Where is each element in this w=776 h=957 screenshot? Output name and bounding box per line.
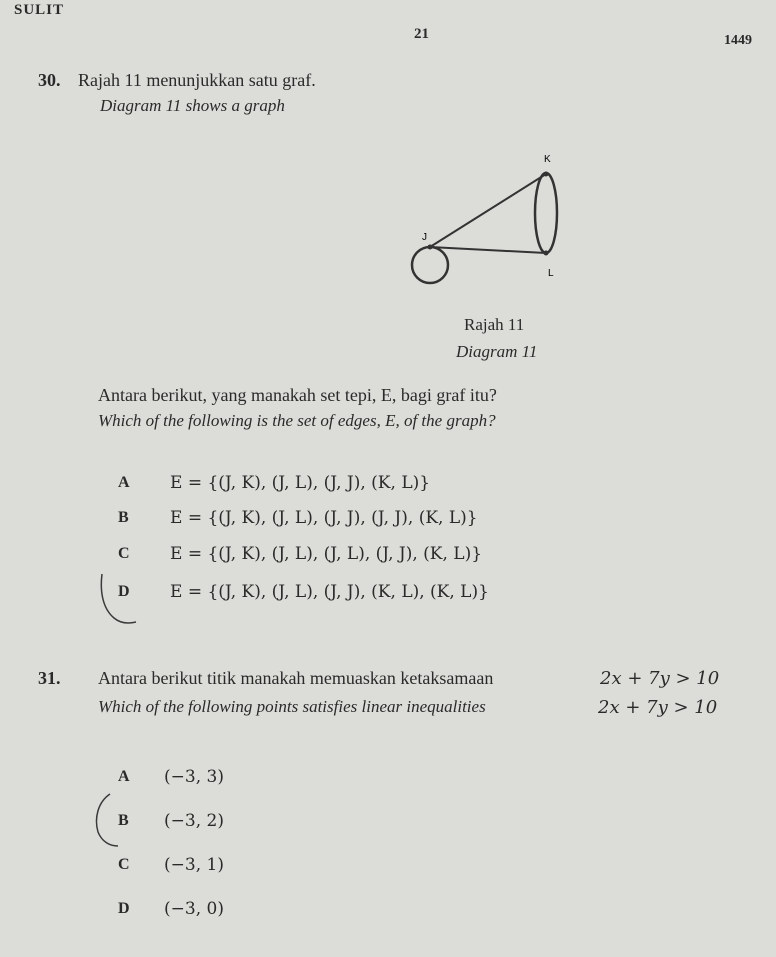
- edge-j-l: [430, 247, 546, 253]
- q30-option-b-letter[interactable]: B: [118, 509, 129, 526]
- vertex-label-k: K: [544, 154, 551, 165]
- q30-option-c-letter[interactable]: C: [118, 545, 130, 562]
- graph-diagram: [400, 140, 580, 300]
- q31-text-en: Which of the following points satisfies linear inequalities: [98, 697, 486, 716]
- page-number: 21: [414, 26, 429, 42]
- q31-option-a-text[interactable]: (−3, 3): [164, 767, 224, 787]
- diagram-caption-ms: Rajah 11: [464, 315, 525, 334]
- edge-k-l-loop: [535, 173, 557, 253]
- q31-inequality-en: 2x + 7y > 10: [598, 697, 718, 718]
- q31-option-d-text[interactable]: (−3, 0): [164, 899, 224, 919]
- q31-number: 31.: [38, 668, 61, 688]
- edge-j-j-loop: [412, 247, 448, 283]
- q31-inequality-ms: 2x + 7y > 10: [600, 668, 720, 689]
- q30-text-ms: Rajah 11 menunjukkan satu graf.: [78, 70, 316, 90]
- edge-j-k: [430, 174, 546, 247]
- vertex-k: [544, 172, 549, 177]
- diagram-caption-en: Diagram 11: [456, 342, 538, 361]
- q30-option-d-text[interactable]: E = {(J, K), (J, L), (J, J), (K, L), (K, L)}: [170, 582, 489, 602]
- q31-text-ms: Antara berikut titik manakah memuaskan ketaksamaan: [98, 668, 494, 688]
- q30-number: 30.: [38, 70, 61, 90]
- q31-option-c-letter[interactable]: C: [118, 856, 130, 873]
- vertex-j: [428, 245, 433, 250]
- q31-option-c-text[interactable]: (−3, 1): [164, 855, 224, 875]
- header-confidential: SULIT: [14, 2, 65, 18]
- vertex-label-j: J: [422, 232, 427, 243]
- answer-mark: [98, 568, 158, 628]
- q30-question-ms: Antara berikut, yang manakah set tepi, E, bagi graf itu?: [98, 385, 497, 405]
- q30-option-c-text[interactable]: E = {(J, K), (J, L), (J, L), (J, J), (K, L)}: [170, 544, 483, 564]
- q31-option-d-letter[interactable]: D: [118, 900, 130, 917]
- vertex-label-l: L: [548, 268, 554, 279]
- q30-question-en: Which of the following is the set of edges, E, of the graph?: [98, 411, 496, 430]
- vertex-l: [544, 251, 549, 256]
- q30-option-b-text[interactable]: E = {(J, K), (J, L), (J, J), (J, J), (K, L)}: [170, 508, 478, 528]
- q30-text-en: Diagram 11 shows a graph: [100, 96, 285, 115]
- q30-option-a-letter[interactable]: A: [118, 474, 130, 491]
- q30-option-a-text[interactable]: E = {(J, K), (J, L), (J, J), (K, L)}: [170, 473, 431, 493]
- q31-option-a-letter[interactable]: A: [118, 768, 130, 785]
- paper-code: 1449: [724, 33, 752, 48]
- q31-option-b-text[interactable]: (−3, 2): [164, 811, 224, 831]
- answer-mark-q31: [90, 790, 150, 850]
- q31-option-b-letter[interactable]: B: [118, 812, 129, 829]
- q30-option-d-letter[interactable]: D: [118, 583, 130, 600]
